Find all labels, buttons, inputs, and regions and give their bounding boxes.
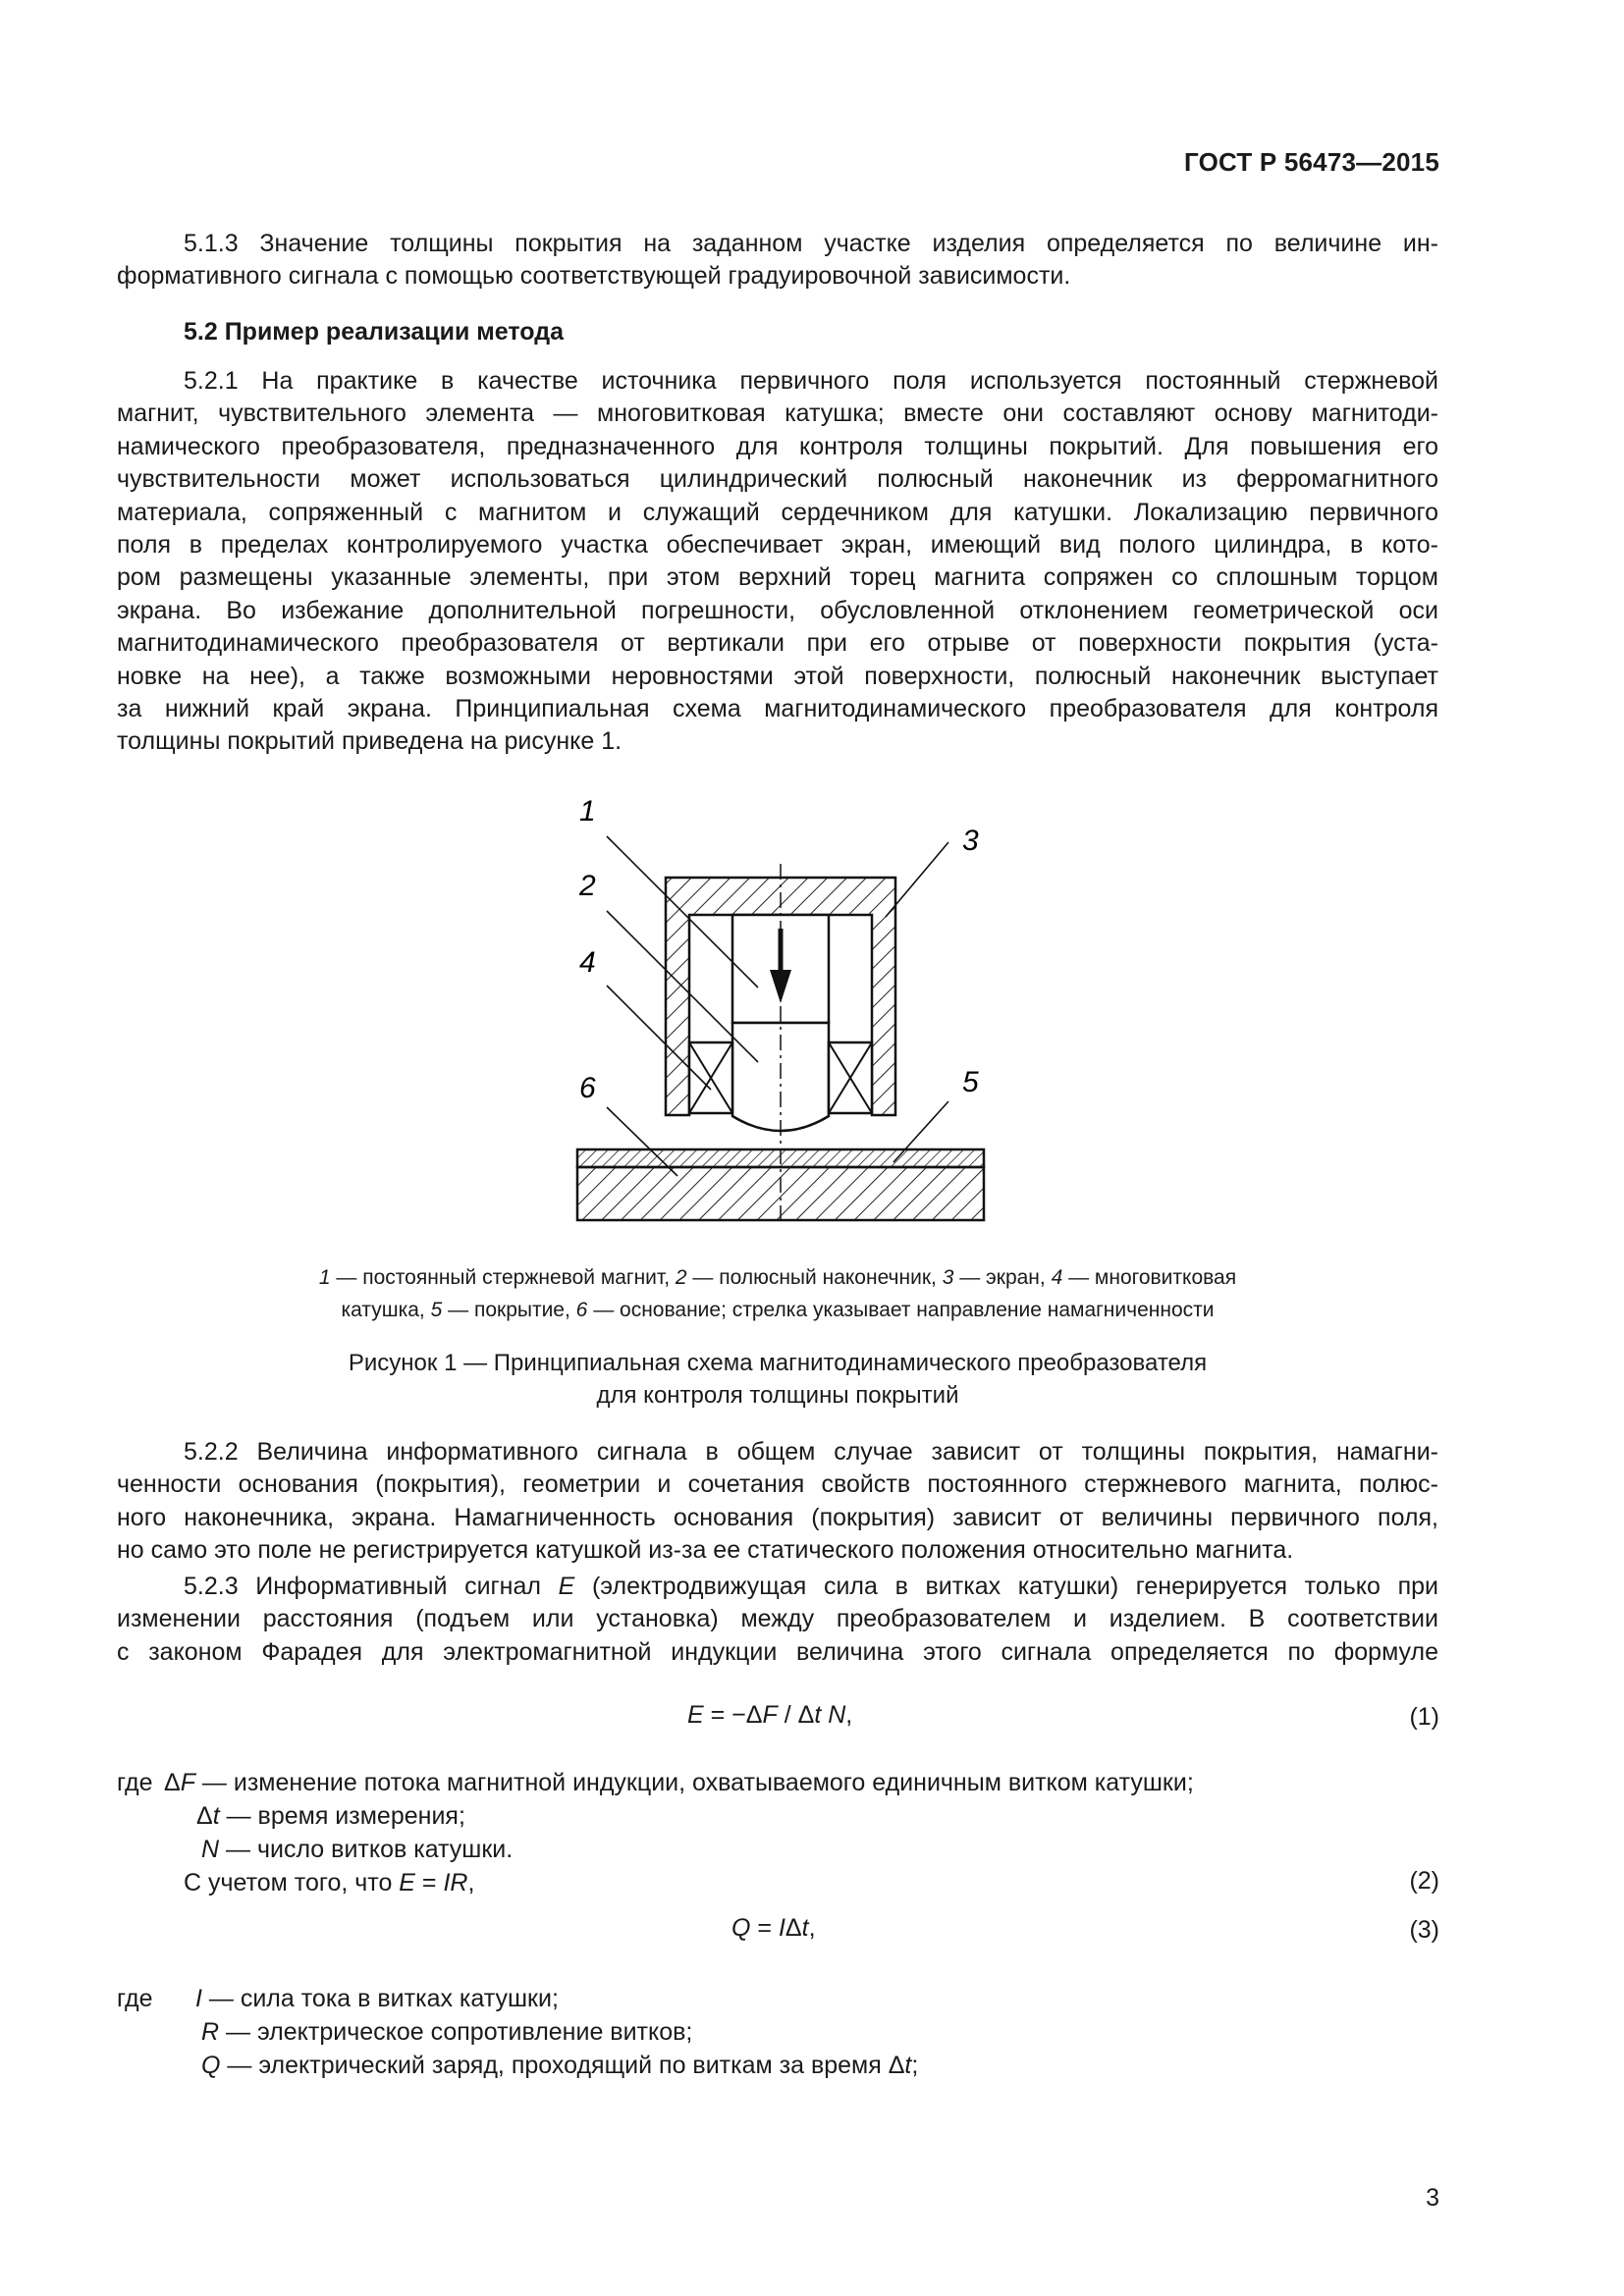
formula-1 <box>687 1701 852 1730</box>
text-segment: 5.2.3 Информативный сигнал <box>184 1573 559 1600</box>
text-line: ром размещены указанные элементы, при этом верхний торец магнита сопряжен со сплошным торцом <box>117 563 1438 592</box>
text-line: изменении расстояния (подъем или установка) между преобразователем и изделием. В соответствии <box>117 1605 1438 1633</box>
figure-title <box>117 1347 1438 1412</box>
text-line: чувствительности может использоваться цилиндрический полюсный наконечник из ферромагнитного <box>117 465 1438 494</box>
op: ; <box>911 2052 919 2079</box>
text-line: экрана. Во избежание дополнительной погрешности, обусловленной отклонением геометрической оси <box>117 596 1438 624</box>
label-2: 2 <box>579 870 596 902</box>
op: / Δ <box>777 1701 815 1729</box>
figure-title-line: для контроля толщины покрытий <box>596 1382 959 1409</box>
op: , <box>467 1869 475 1896</box>
paragraph-5-2-2 <box>117 1436 1438 1568</box>
legend-num: 6 <box>575 1299 588 1321</box>
text-line: ного наконечника, экрана. Намагниченность основания (покрытия) зависит от величины первичного поля, <box>117 1503 1438 1531</box>
text-line: 5.2.1 На практике в качестве источника первичного поля используется постоянный стержневой <box>184 367 1438 395</box>
var: Q <box>731 1914 751 1942</box>
text-line: магнитодинамического преобразователя от вертикали при его отрыве от поверхности покрытия (уста- <box>117 629 1438 658</box>
var: I <box>195 1985 202 2012</box>
label-4: 4 <box>579 946 596 979</box>
label-3: 3 <box>962 825 979 857</box>
formula-3 <box>731 1914 816 1943</box>
sym: Δ <box>785 1914 802 1942</box>
var: t <box>801 1914 809 1942</box>
var: E <box>399 1869 415 1896</box>
var: t <box>814 1701 822 1729</box>
where-label: где <box>117 1769 153 1796</box>
label-6: 6 <box>579 1072 596 1104</box>
def-delta-F <box>164 1767 1194 1799</box>
var: t <box>212 1802 220 1830</box>
sym: Δ <box>196 1802 213 1830</box>
def-text: — число витков катушки. <box>219 1836 514 1863</box>
equation-number-1: (1) <box>1409 1703 1439 1731</box>
def-Q <box>201 2050 918 2082</box>
legend-num: 3 <box>942 1266 954 1289</box>
var: IR <box>443 1869 468 1896</box>
text-line: 5.1.3 Значение толщины покрытия на заданном участке изделия определяется по величине ин- <box>184 230 1438 257</box>
figure-1-diagram <box>550 785 1001 1237</box>
def-delta-t <box>196 1800 465 1833</box>
def-text: — изменение потока магнитной индукции, охватываемого единичным витком катушки; <box>194 1769 1194 1796</box>
def-text: — сила тока в витках катушки; <box>201 1985 559 2012</box>
section-heading-5-2: 5.2 Пример реализации метода <box>184 318 564 346</box>
formula-2 <box>184 1867 474 1899</box>
legend-text: — многовитковая <box>1062 1266 1237 1289</box>
var: I <box>778 1914 785 1942</box>
legend-num: 5 <box>430 1299 443 1321</box>
legend-num: 2 <box>675 1266 687 1289</box>
var: Q <box>201 2052 221 2079</box>
var: F <box>180 1769 195 1796</box>
def-I <box>195 1983 559 2015</box>
legend-num: 4 <box>1051 1266 1063 1289</box>
variable-E: E <box>558 1573 575 1600</box>
text-line: материала, сопряженный с магнитом и служащий сердечником для катушки. Локализацию первичного <box>117 498 1438 526</box>
base-part-6 <box>577 1167 984 1220</box>
legend-text: катушка, <box>341 1299 431 1321</box>
text-line: но само это поле не регистрируется катушкой из-за ее статического положения относительно магнита. <box>117 1536 1294 1565</box>
text-line: с законом Фарадея для электромагнитной индукции величина этого сигнала определяется по формуле <box>117 1637 1438 1666</box>
text-line: новке на нее), а также возможными неровностями этой поверхности, полюсный наконечник выступает <box>117 662 1438 690</box>
text-segment: (электродвижущая сила в витках катушки) генерируется только при <box>574 1573 1438 1600</box>
op: , <box>808 1914 816 1942</box>
equation-number-2: (2) <box>1409 1867 1439 1895</box>
var: E <box>687 1701 704 1729</box>
legend-text: — покрытие, <box>442 1299 576 1321</box>
op: = −Δ <box>703 1701 763 1729</box>
def-N <box>201 1834 513 1866</box>
equation-number-3: (3) <box>1409 1916 1439 1944</box>
legend-text: — полюсный наконечник, <box>686 1266 943 1289</box>
document-code: ГОСТ Р 56473—2015 <box>1184 147 1439 177</box>
text-line: ченности основания (покрытия), геометрии и сочетания свойств постоянного стержневого магнита, полюс- <box>117 1470 1438 1499</box>
where-label-2: где <box>117 1985 153 2012</box>
legend-text: — постоянный стержневой магнит, <box>330 1266 676 1289</box>
figure-title-line: Рисунок 1 — Принципиальная схема магнитодинамического преобразователя <box>348 1350 1208 1376</box>
op: = <box>414 1869 444 1896</box>
paragraph-5-1-3 <box>117 228 1438 294</box>
var: R <box>201 2018 220 2046</box>
label-5: 5 <box>962 1066 979 1098</box>
text-line: за нижний край экрана. Принципиальная схема магнитодинамического преобразователя для контроля <box>117 695 1438 723</box>
legend-text: — экран, <box>953 1266 1052 1289</box>
sym: Δ <box>164 1769 181 1796</box>
page-number: 3 <box>1426 2184 1439 2212</box>
text-line: толщины покрытий приведена на рисунке 1. <box>117 727 623 756</box>
legend-num: 1 <box>318 1266 331 1289</box>
def-R <box>201 2016 692 2049</box>
text-segment: С учетом того, что <box>184 1869 400 1896</box>
var: F <box>762 1701 778 1729</box>
var: t <box>904 2052 912 2079</box>
op: , <box>845 1701 853 1729</box>
paragraph-5-2-3 <box>117 1571 1438 1669</box>
text-line: магнит, чувствительного элемента — многовитковая катушка; вместе они составляют основу магнитоди- <box>117 400 1438 428</box>
label-1: 1 <box>579 795 596 828</box>
text-line: формативного сигнала с помощью соответствующей градуировочной зависимости. <box>117 262 1071 291</box>
text-line: 5.2.2 Величина информативного сигнала в общем случае зависит от толщины покрытия, намагни- <box>184 1438 1438 1466</box>
var: N <box>201 1836 220 1863</box>
def-text: — электрический заряд, проходящий по виткам за время Δ <box>220 2052 905 2079</box>
figure-legend <box>117 1261 1438 1326</box>
coating-part-5 <box>577 1149 984 1167</box>
var: N <box>828 1701 846 1729</box>
paragraph-5-2-1 <box>117 365 1438 759</box>
def-text: — время измерения; <box>219 1802 465 1830</box>
text-line: поля в пределах контролируемого участка обеспечивает экран, имеющий вид полого цилиндра, в кото- <box>117 531 1438 560</box>
def-text: — электрическое сопротивление витков; <box>219 2018 693 2046</box>
legend-text: — основание; стрелка указывает направление намагниченности <box>587 1299 1215 1321</box>
op: = <box>750 1914 779 1942</box>
text-line: намического преобразователя, предназначенного для контроля толщины покрытий. Для повышения его <box>117 432 1438 460</box>
